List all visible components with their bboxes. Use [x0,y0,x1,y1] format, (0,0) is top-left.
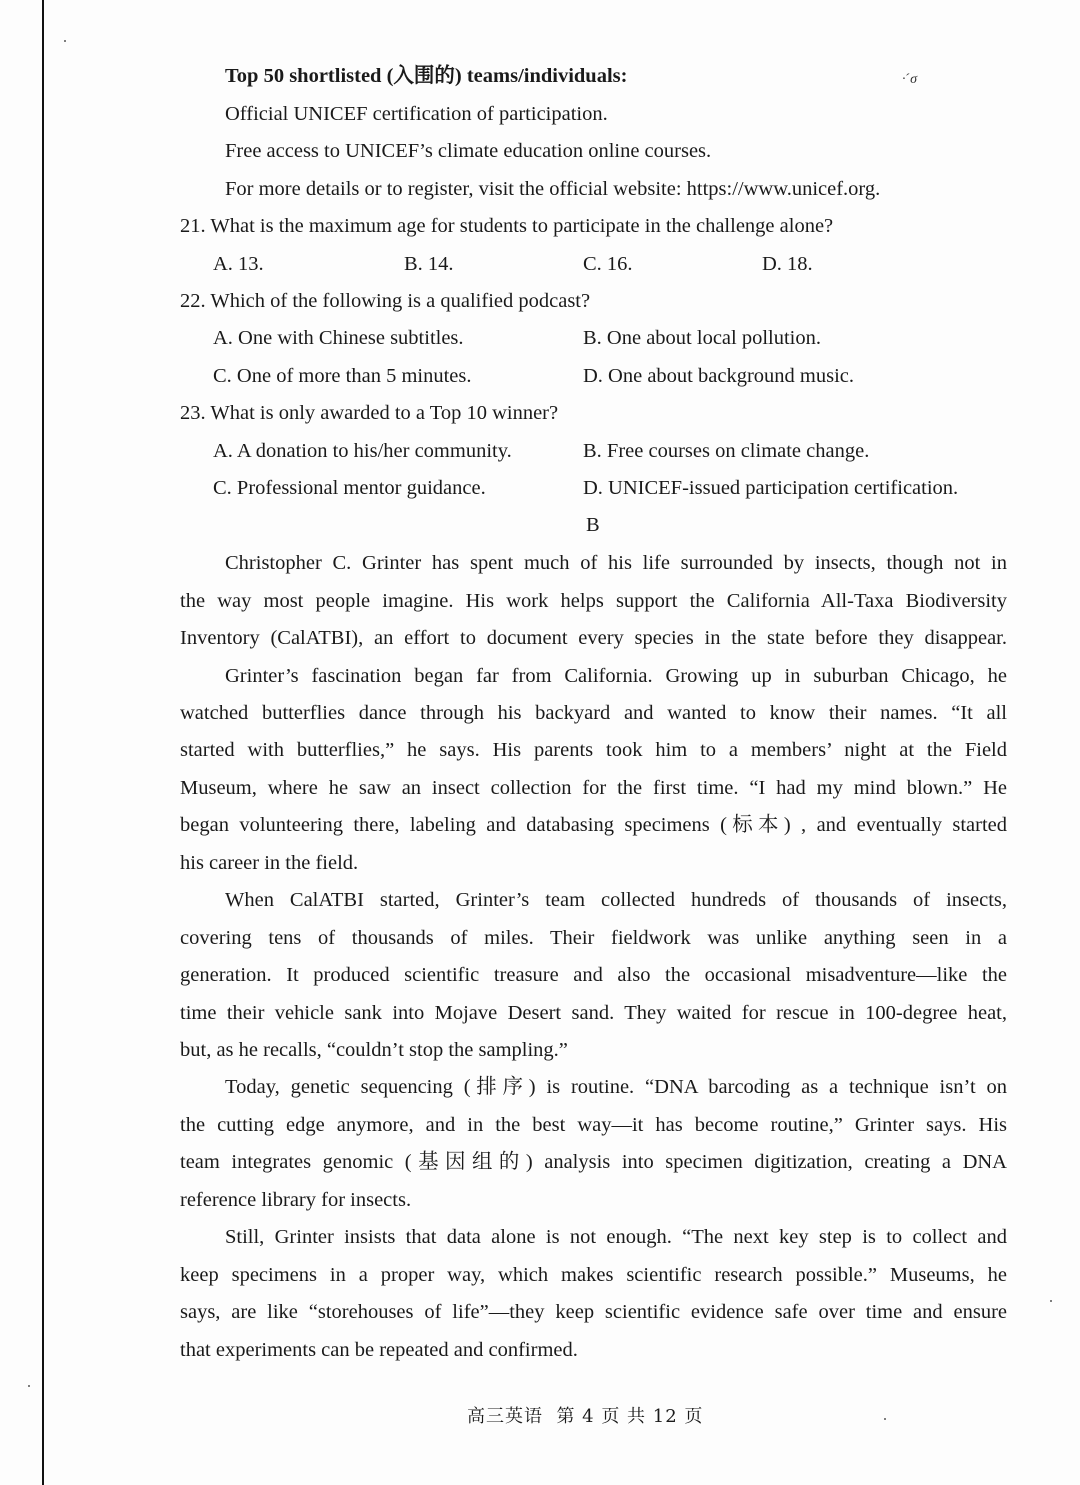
answer-option: B. One about local pollution. [583,327,821,349]
passage-line: team integrates genomic (基因组的) analysis into specimen digitization, creating a DNA [180,1151,1007,1173]
passage-line: Museum, where he saw an insect collection for the first time. “I had my mind blown.” He [180,777,1007,799]
passage-line: his career in the field. [180,852,359,874]
answer-option: A. A donation to his/her community. [213,440,512,462]
answer-option: A. One with Chinese subtitles. [213,327,464,349]
prize-heading: Top 50 shortlisted (入围的) teams/individuals: [225,65,628,87]
passage-line: says, are like “storehouses of life”—they keep scientific evidence safe over time and ensure [180,1301,1007,1323]
passage-line: watched butterflies dance through his backyard and wanted to know their names. “It all [180,702,1007,724]
prize-item: Free access to UNICEF’s climate education online courses. [225,140,712,162]
answer-option: B. 14. [404,253,454,275]
handwritten-mark: ·ˊσ [902,72,918,87]
passage-line: keep specimens in a proper way, which makes scientific research possible.” Museums, he [180,1264,1007,1286]
passage-line: that experiments can be repeated and confirmed. [180,1339,578,1361]
passage-line: Grinter’s fascination began far from California. Growing up in suburban Chicago, he [225,665,1007,687]
passage-line: the way most people imagine. His work helps support the California All-Taxa Biodiversity [180,590,1007,612]
scan-speck [884,1418,886,1420]
question-stem: 22. Which of the following is a qualified podcast? [180,290,591,312]
question-stem: 21. What is the maximum age for students to participate in the challenge alone? [180,215,834,237]
passage-line: Christopher C. Grinter has spent much of his life surrounded by insects, though not in [225,552,1007,574]
passage-line: generation. It produced scientific treasure and also the occasional misadventure—like the [180,964,1007,986]
question-stem: 23. What is only awarded to a Top 10 winner? [180,402,559,424]
passage-line: Today, genetic sequencing (排序) is routine. “DNA barcoding as a technique isn’t on [225,1076,1007,1098]
answer-option: D. UNICEF-issued participation certification. [583,477,959,499]
section-label: B [586,514,600,536]
passage-line: covering tens of thousands of miles. Their fieldwork was unlike anything seen in a [180,927,1007,949]
passage-line: When CalATBI started, Grinter’s team collected hundreds of thousands of insects, [225,889,1007,911]
website-line: For more details or to register, visit the official website: https://www.unicef.org. [225,178,881,200]
passage-line: reference library for insects. [180,1189,412,1211]
passage-line: time their vehicle sank into Mojave Desert sand. They waited for rescue in 100-degree heat, [180,1002,1007,1024]
prize-item: Official UNICEF certification of participation. [225,103,608,125]
scan-speck [1050,1300,1052,1302]
scan-speck [64,40,66,42]
answer-option: C. 16. [583,253,633,275]
answer-option: C. One of more than 5 minutes. [213,365,472,387]
answer-option: D. One about background music. [583,365,854,387]
passage-line: Still, Grinter insists that data alone is not enough. “The next key step is to collect and [225,1226,1007,1248]
passage-line: started with butterflies,” he says. His parents took him to a members’ night at the Field [180,739,1007,761]
binding-line [42,0,44,1485]
answer-option: B. Free courses on climate change. [583,440,870,462]
page-footer: 高三英语 第 4 页 共 12 页 [467,1406,704,1427]
passage-line: the cutting edge anymore, and in the best way—it has become routine,” Grinter says. His [180,1114,1007,1136]
answer-option: A. 13. [213,253,264,275]
passage-line: but, as he recalls, “couldn’t stop the sampling.” [180,1039,568,1061]
answer-option: C. Professional mentor guidance. [213,477,486,499]
scan-speck [28,1385,30,1387]
passage-line: began volunteering there, labeling and databasing specimens (标本) , and eventually started [180,814,1007,836]
passage-line: Inventory (CalATBI), an effort to document every species in the state before they disappear. [180,627,1007,649]
answer-option: D. 18. [762,253,813,275]
